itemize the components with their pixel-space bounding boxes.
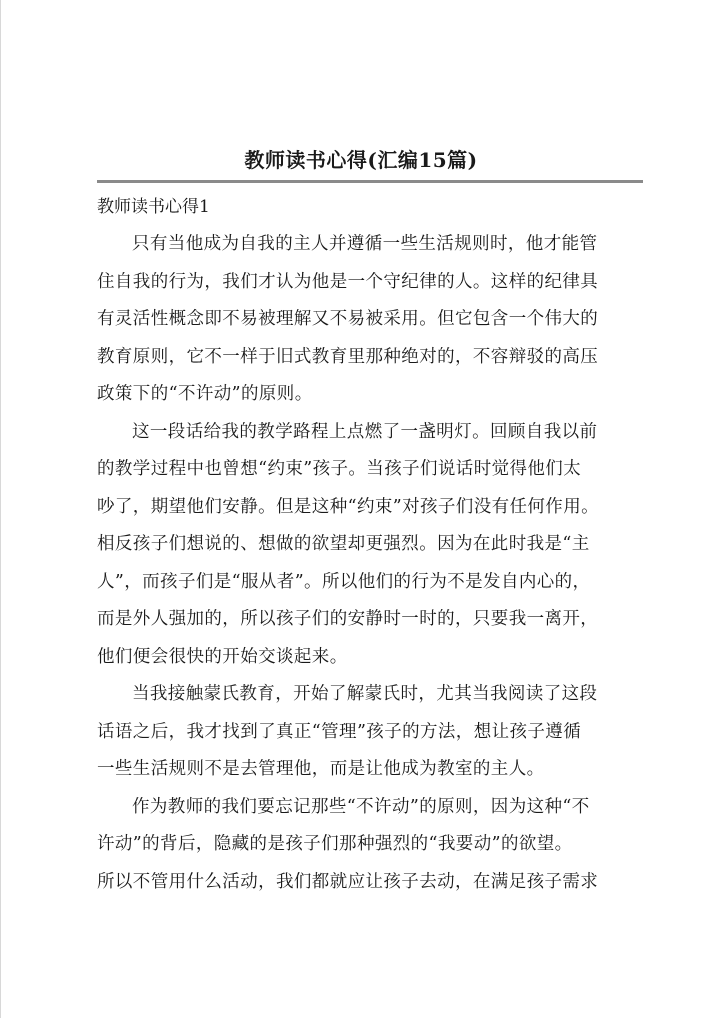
title-divider <box>97 180 643 183</box>
text-line: 只有当他成为自我的主人并遵循一些生活规则时，他才能管 <box>132 234 598 254</box>
text-line: 所以不管用什么活动，我们都就应让孩子去动，在满足孩子需求 <box>97 871 599 892</box>
text-line: 而是外人强加的，所以孩子们的安静时一时的，只要我一离开， <box>97 609 599 629</box>
text-line: 住自我的行为，我们才认为他是一个守纪律的人。这样的纪律具 <box>97 271 599 292</box>
text-line: 他们便会很快的开始交谈起来。 <box>97 646 348 667</box>
paragraph <box>97 226 649 414</box>
text-line: 一些生活规则不是去管理他，而是让他成为教室的主人。 <box>97 759 545 779</box>
text-line: 当我接触蒙氏教育，开始了解蒙氏时，尤其当我阅读了这段 <box>132 684 598 704</box>
text-line: 作为教师的我们要忘记那些“不许动”的原则，因为这种“不 <box>132 796 590 817</box>
text-line: 政策下的“不许动”的原则。 <box>97 384 313 404</box>
paragraph <box>97 789 649 902</box>
text-line: 吵了，期望他们安静。但是这种“约束”对孩子们没有任何作用。 <box>97 496 599 517</box>
text-line: 有灵活性概念即不易被理解又不易被采用。但它包含一个伟大的 <box>97 309 599 329</box>
paragraph <box>97 414 649 677</box>
text-line: 教育原则，它不一样于旧式教育里那种绝对的，不容辩驳的高压 <box>97 346 599 367</box>
paragraph <box>97 676 649 789</box>
text-line: 许动”的背后，隐藏的是孩子们那种强烈的“我要动”的欲望。 <box>97 834 573 854</box>
text-line: 的教学过程中也曾想“约束”孩子。当孩子们说话时觉得他们太 <box>97 459 582 479</box>
body-text <box>97 226 649 901</box>
document-title: 教师读书心得(汇编15篇) <box>244 148 478 172</box>
text-line: 人”，而孩子们是“服从者”。所以他们的行为不是发自内心的， <box>97 571 591 592</box>
text-line: 话语之后，我才找到了真正“管理”孩子的方法，想让孩子遵循 <box>97 721 582 742</box>
section-heading: 教师读书心得1 <box>97 197 210 217</box>
text-line: 这一段话给我的教学路程上点燃了一盏明灯。回顾自我以前 <box>132 421 598 442</box>
text-line: 相反孩子们想说的、想做的欲望却更强烈。因为在此时我是“主 <box>97 534 590 554</box>
